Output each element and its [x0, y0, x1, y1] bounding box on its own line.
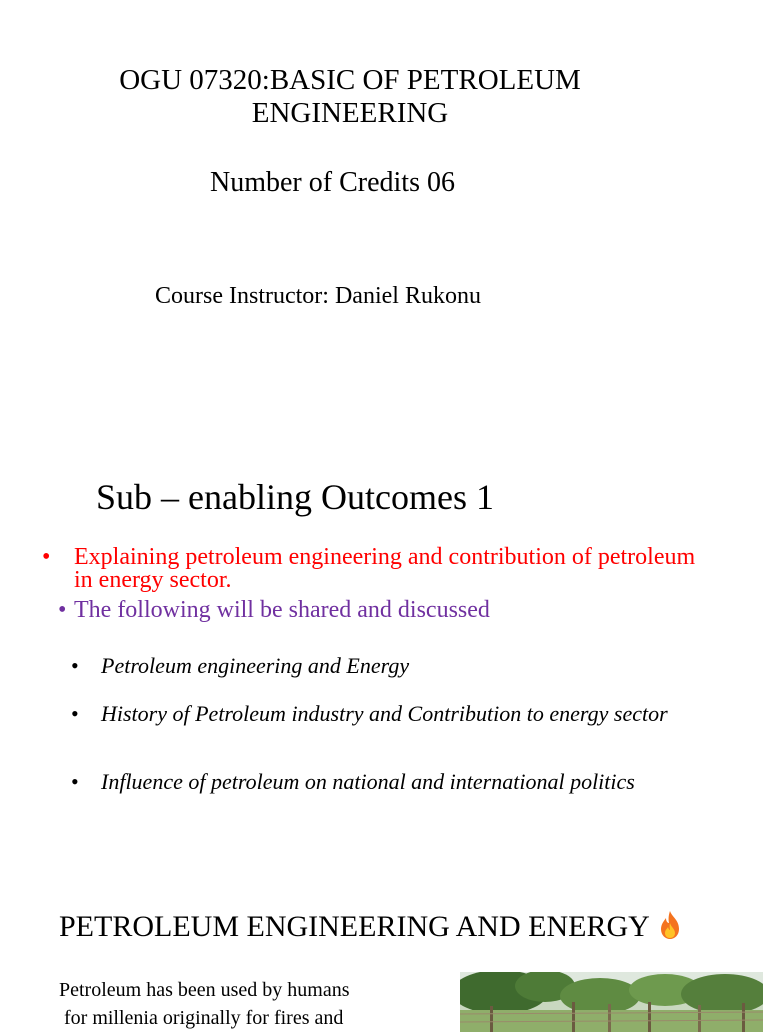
sub-bullet-2-text: History of Petroleum industry and Contribution to energy sector	[101, 701, 668, 726]
landscape-photo	[460, 972, 763, 1032]
course-title-line-2: ENGINEERING	[251, 97, 449, 129]
fire-icon	[658, 910, 682, 940]
bullet-following	[58, 597, 490, 623]
intro-paragraph-line-2: for millenia originally for fires and	[59, 1007, 344, 1029]
sub-bullet-3	[71, 769, 721, 794]
bullet-marker: •	[42, 544, 51, 570]
intro-paragraph-line-1: Petroleum has been used by humans	[59, 979, 350, 1001]
outcomes-title: Sub – enabling Outcomes 1	[96, 477, 494, 517]
sub-bullet-marker: •	[71, 653, 79, 678]
bullet-explaining-text: Explaining petroleum engineering and contribution of petroleum in energy sector.	[74, 544, 696, 593]
sub-bullet-2	[71, 701, 721, 726]
section-title-text: PETROLEUM ENGINEERING AND ENERGY	[59, 910, 650, 943]
course-title	[0, 64, 700, 130]
section-title	[59, 910, 682, 944]
fire-icon-graphic	[658, 910, 682, 940]
sub-bullet-1	[71, 653, 721, 678]
sub-bullet-1-text: Petroleum engineering and Energy	[101, 653, 410, 678]
sub-bullet-marker: •	[71, 701, 79, 726]
landscape-photo-graphic	[460, 972, 763, 1032]
bullet-explaining	[42, 544, 714, 593]
bullet-following-text: The following will be shared and discussed	[74, 597, 490, 623]
bullet-marker: •	[58, 597, 67, 623]
course-title-line-1: OGU 07320:BASIC OF PETROLEUM	[119, 64, 581, 96]
credits-text: Number of Credits 06	[210, 167, 455, 198]
instructor-text: Course Instructor: Daniel Rukonu	[155, 283, 481, 309]
sub-bullet-3-text: Influence of petroleum on national and international politics	[101, 769, 635, 794]
sub-bullet-marker: •	[71, 769, 79, 794]
